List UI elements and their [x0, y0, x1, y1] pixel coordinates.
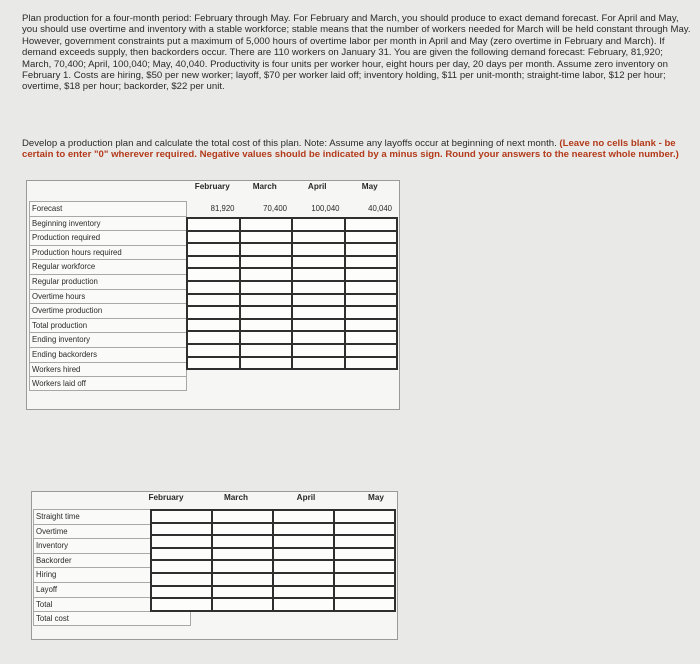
row-label-regular-workforce: Regular workforce — [29, 259, 187, 274]
col-may: May — [361, 182, 378, 191]
forecast-may: 40,040 — [368, 204, 392, 213]
production-plan-input-cell[interactable] — [186, 356, 241, 371]
production-plan-input-cell[interactable] — [239, 356, 294, 371]
cost-row-label-backorder: Backorder — [33, 553, 191, 568]
row-label-overtime-production: Overtime production — [29, 303, 187, 318]
row-label-forecast: Forecast — [29, 201, 187, 216]
cost-col-february: February — [148, 493, 184, 502]
cost-table-header — [131, 493, 411, 502]
row-label-regular-production: Regular production — [29, 274, 187, 289]
cost-row-label-total: Total — [33, 597, 191, 612]
production-plan-input-grid — [186, 217, 396, 368]
row-label-workers-hired: Workers hired — [29, 362, 187, 377]
cost-col-april: April — [296, 493, 316, 502]
cost-row-label-total-cost: Total cost — [33, 611, 191, 626]
problem-statement — [22, 13, 692, 93]
cost-row-label-inventory: Inventory — [33, 538, 191, 553]
forecast-march: 70,400 — [263, 204, 287, 213]
row-label-ending-inventory: Ending inventory — [29, 332, 187, 347]
cost-row-label-layoff: Layoff — [33, 582, 191, 597]
cost-input-grid — [150, 509, 394, 610]
cost-input-cell[interactable] — [333, 597, 396, 612]
problem-text: Plan production for a four-month period: February through May. For February and March, you should produce to exact demand forecast. For April and May, you should use overtime and inventory with a stable workforce; stable means that the number of workers needed for March will be held constant through May. However, government constraints put a maximum of 5,000 hours of overtime labor per month in April and May (zero overtime in February and March). If demand exceeds supply, then backorders occur. There are 110 workers on January 31. You are given the following demand forecast: February, 81,920; March, 70,400; April, 100,040; May, 40,040. Productivity is four units per worker hour, eight hours per day, 20 days per month. Assume zero inventory on February 1. Costs are hiring, $50 per new worker; layoff, $70 per worker laid off; inventory holding, $11 per unit-month; straight-time labor, $12 per hour; overtime, $18 per hour; backorder, $22 per unit. — [22, 13, 691, 93]
row-label-beginning-inventory: Beginning inventory — [29, 216, 187, 231]
cost-col-march: March — [223, 493, 249, 502]
forecast-april: 100,040 — [311, 204, 340, 213]
cost-row-label-overtime: Overtime — [33, 524, 191, 539]
row-label-production-hours-required: Production hours required — [29, 245, 187, 260]
instructions-bold: (Leave no cells blank - be certain to enter "0" wherever required. Negative values should be indicated by a minus sign. Round your answers to the nearest whole number.) — [22, 138, 679, 161]
production-plan-input-cell[interactable] — [291, 356, 346, 371]
production-plan-header — [186, 182, 396, 216]
production-plan-input-cell[interactable] — [344, 356, 399, 371]
col-april: April — [307, 182, 327, 191]
row-label-total-production: Total production — [29, 318, 187, 333]
cost-row-label-hiring: Hiring — [33, 567, 191, 582]
col-february: February — [194, 182, 230, 191]
row-label-overtime-hours: Overtime hours — [29, 289, 187, 304]
cost-input-cell[interactable] — [211, 597, 274, 612]
instructions — [22, 138, 692, 161]
instructions-main: Develop a production plan and calculate the total cost of this plan. Note: Assume any layoffs occur at beginning of next month. — [22, 138, 557, 149]
row-label-workers-laid-off: Workers laid off — [29, 376, 187, 391]
cost-row-label-straight-time: Straight time — [33, 509, 191, 524]
cost-col-may: May — [368, 493, 384, 502]
production-plan-row-labels — [29, 201, 187, 391]
col-march: March — [252, 182, 277, 191]
cost-input-cell[interactable] — [150, 597, 213, 612]
forecast-february: 81,920 — [210, 204, 235, 213]
row-label-production-required: Production required — [29, 230, 187, 245]
row-label-ending-backorders: Ending backorders — [29, 347, 187, 362]
cost-input-cell[interactable] — [272, 597, 335, 612]
